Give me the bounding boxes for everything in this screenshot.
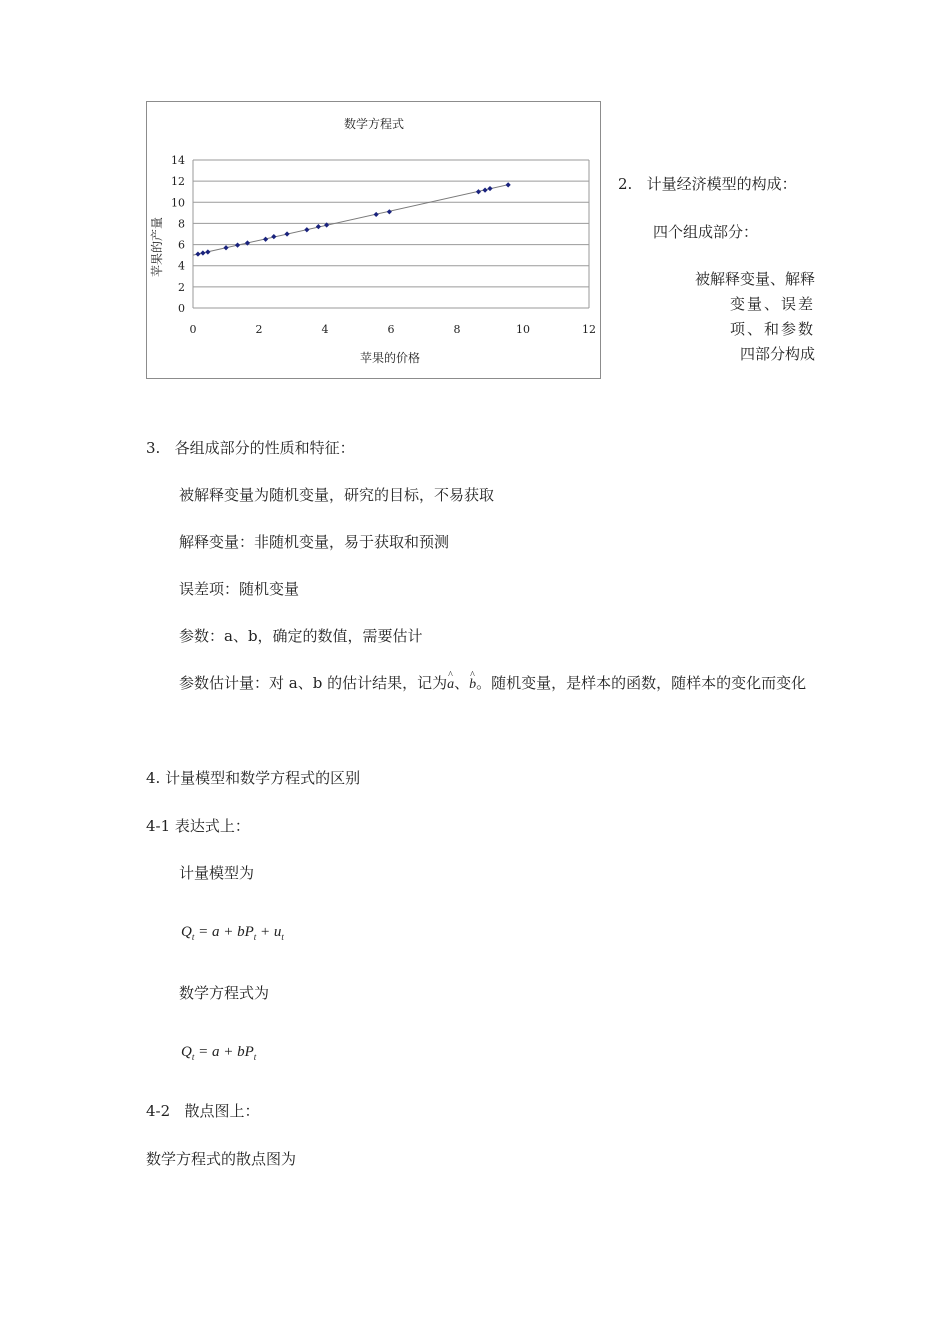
b-hat-symbol: ^ b — [469, 674, 476, 696]
section3-line: 解释变量：非随机变量，易于获取和预测 — [179, 533, 450, 551]
estimator-suffix: 。随机变量，是样本的函数，随样本的变化而变化 — [476, 674, 807, 692]
formula-subscript: t — [191, 1052, 195, 1062]
section4-sub2: 4-2 散点图上： — [146, 1102, 260, 1120]
x-tick-label: 6 — [387, 323, 395, 336]
y-tick-label: 2 — [178, 280, 185, 294]
estimator-separator: 、 — [454, 674, 470, 692]
y-tick-label: 4 — [178, 259, 185, 273]
formula-q: Q — [181, 1044, 192, 1060]
data-point — [476, 189, 481, 194]
section3-heading: 3. 各组成部分的性质和特征： — [146, 439, 355, 457]
y-tick-label: 0 — [178, 302, 185, 315]
estimator-prefix: 参数估计量：对 a、b 的估计结果，记为 — [179, 674, 448, 692]
section3-line: 被解释变量为随机变量，研究的目标，不易获取 — [179, 486, 495, 504]
section2-description — [685, 267, 815, 367]
chart-x-axis-label: 苹果的价格 — [359, 351, 421, 365]
section3-estimator-line — [179, 672, 806, 696]
chart-svg — [147, 102, 600, 378]
chart-title: 数学方程式 — [343, 117, 405, 131]
x-tick-label: 12 — [582, 323, 596, 336]
y-tick-label: 10 — [171, 196, 185, 210]
section2-desc-line: 变量、误差 — [729, 295, 815, 313]
scatter-label: 数学方程式的散点图为 — [146, 1150, 297, 1168]
chart-grid — [193, 160, 589, 308]
data-point — [387, 209, 392, 214]
formula-subscript: t — [253, 932, 257, 942]
data-point — [374, 212, 379, 217]
data-point — [205, 249, 210, 254]
data-point — [304, 227, 309, 232]
formula-subscript: t — [191, 932, 195, 942]
data-point — [195, 251, 200, 256]
x-tick-label: 10 — [516, 323, 530, 336]
section4-heading: 4. 计量模型和数学方程式的区别 — [146, 769, 361, 787]
math-label: 数学方程式为 — [179, 984, 270, 1002]
data-point — [506, 182, 511, 187]
formula-error-term: + u — [256, 924, 282, 940]
model-formula — [181, 921, 284, 948]
section3-line: 参数：a、b，确定的数值，需要估计 — [179, 627, 423, 645]
math-formula — [181, 1041, 256, 1068]
x-tick-label: 4 — [321, 323, 329, 336]
section2-desc-line: 被解释变量、解释 — [694, 270, 815, 288]
section2-desc-line: 四部分构成 — [739, 345, 815, 363]
data-point — [235, 243, 240, 248]
data-point — [284, 231, 289, 236]
section2-heading: 2. 计量经济模型的构成： — [618, 175, 797, 193]
data-point — [316, 224, 321, 229]
section4-sub1: 4-1 表达式上： — [146, 817, 250, 835]
section2-desc-line: 项、和参数 — [729, 320, 815, 338]
data-point — [271, 234, 276, 239]
formula-body: = a + bP — [194, 1044, 254, 1060]
y-tick-label: 6 — [178, 238, 185, 252]
formula-subscript: t — [253, 1052, 257, 1062]
y-tick-label: 8 — [178, 217, 185, 231]
a-hat-symbol: ^ a — [447, 674, 454, 696]
formula-subscript: t — [281, 932, 284, 942]
section3-line: 误差项：随机变量 — [179, 580, 300, 598]
formula-q: Q — [181, 924, 192, 940]
y-tick-label: 14 — [171, 154, 185, 167]
data-point — [223, 245, 228, 250]
data-point — [263, 237, 268, 242]
section2-subheading: 四个组成部分： — [653, 223, 759, 241]
x-tick-label: 0 — [189, 323, 197, 336]
scatter-chart — [146, 101, 601, 379]
x-tick-label: 8 — [453, 323, 461, 336]
data-point — [200, 250, 205, 255]
y-tick-label: 12 — [171, 175, 185, 189]
x-tick-label: 2 — [255, 323, 263, 336]
data-point — [482, 188, 487, 193]
model-label: 计量模型为 — [179, 864, 255, 882]
chart-y-axis-label: 苹果的产量 — [150, 216, 164, 278]
data-point — [487, 186, 492, 191]
formula-body: = a + bP — [194, 924, 254, 940]
